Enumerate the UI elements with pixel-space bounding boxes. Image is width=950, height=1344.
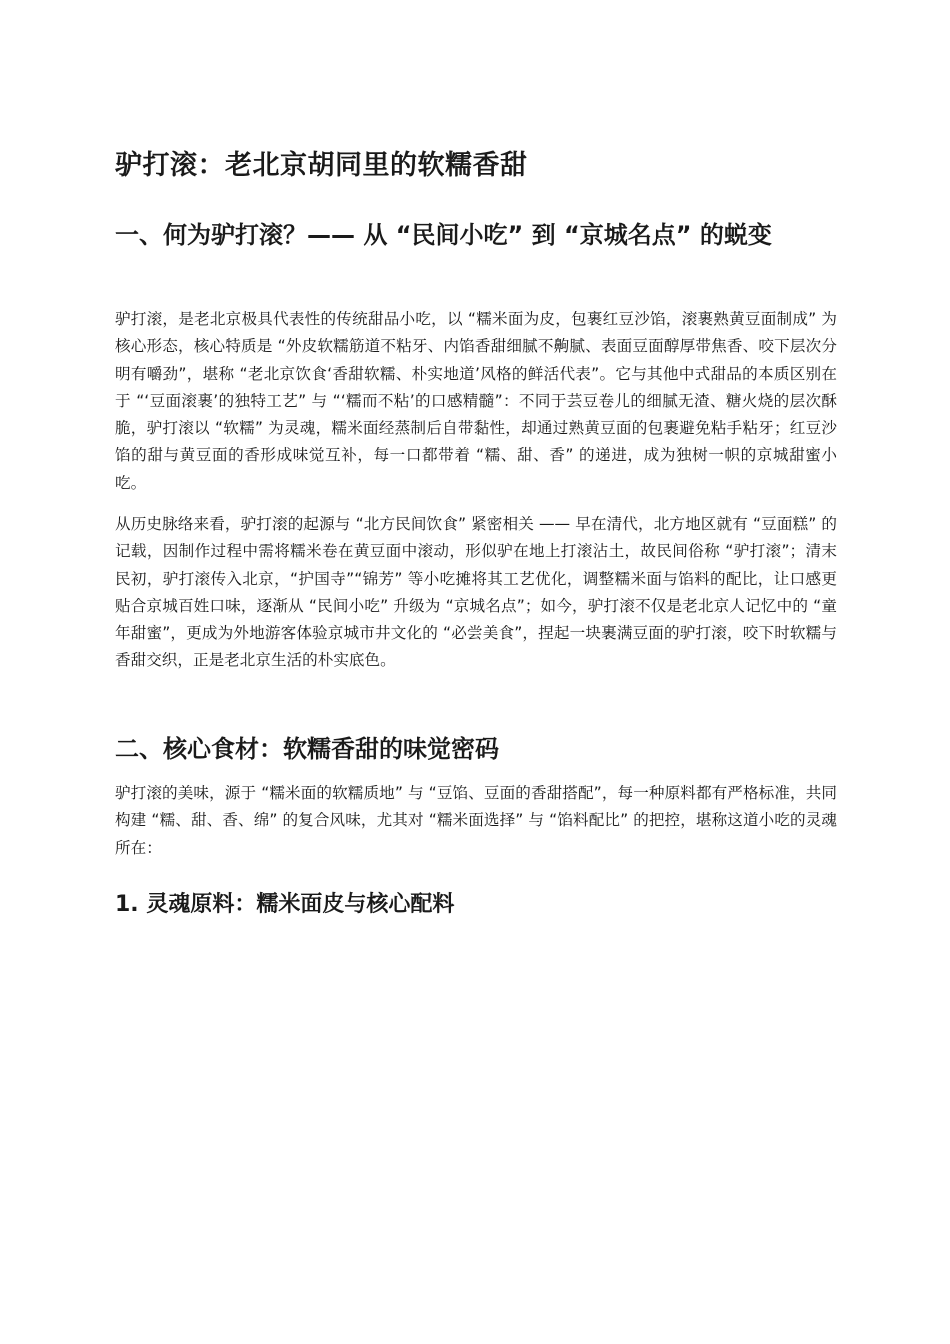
- paragraph-ingredients-intro: 驴打滚的美味，源于 “糯米面的软糯质地” 与 “豆馅、豆面的香甜搭配”，每一种原料都有严格标准，共同构建 “糯、甜、香、绵” 的复合风味，尤其对 “糯米面选择” 与 “馅料配比” 的把控，堪称这道小吃的灵魂所在：: [115, 784, 837, 857]
- paragraph-history: 从历史脉络来看，驴打滚的起源与 “北方民间饮食” 紧密相关 —— 早在清代，北方地区就有 “豆面糕” 的记载，因制作过程中需将糯米卷在黄豆面中滚动，形似驴在地上打滚沾土，故民间俗称 “驴打滚”；清末民初，驴打滚传入北京，“护国寺”“锦芳” 等小吃摊将其工艺优化，调整糯米面与馅料的配比，让口感更贴合京城百姓口味，逐渐从 “民间小吃” 升级为 “京城名点”；如今，驴打滚不仅是老北京人记忆中的 “童年甜蜜”，更成为外地游客体验京城市井文化的 “必尝美食”，捏起一块裹满豆面的驴打滚，咬下时软糯与香甜交织，正是老北京生活的朴实底色。: [115, 515, 837, 670]
- subsection-heading-soul-ingredients: 1. 灵魂原料：糯米面皮与核心配料: [115, 892, 455, 917]
- section-heading-what-is-ludagun: 一、何为驴打滚？—— 从 “民间小吃” 到 “京城名点” 的蜕变: [115, 221, 772, 249]
- paragraph-definition: 驴打滚，是老北京极具代表性的传统甜品小吃，以 “糯米面为皮，包裹红豆沙馅，滚裹熟黄豆面制成” 为核心形态，核心特质是 “外皮软糯筋道不粘牙、内馅香甜细腻不齁腻、表面豆面醇厚带焦香、咬下层次分明有嚼劲”，堪称 “老北京饮食‘香甜软糯、朴实地道’风格的鲜活代表”。它与其他中式甜品的本质区别在于 “‘豆面滚裹’的独特工艺” 与 “‘糯而不粘’的口感精髓”：不同于芸豆卷儿的细腻无渣、糖火烧的层次酥脆，驴打滚以 “软糯” 为灵魂，糯米面经蒸制后自带黏性，却通过熟黄豆面的包裹避免粘手粘牙；红豆沙馅的甜与黄豆面的香形成味觉互补，每一口都带着 “糯、甜、香” 的递进，成为独树一帜的京城甜蜜小吃。: [115, 310, 837, 492]
- section-heading-core-ingredients: 二、核心食材：软糯香甜的味觉密码: [115, 735, 499, 763]
- document-title: 驴打滚：老北京胡同里的软糯香甜: [115, 150, 528, 181]
